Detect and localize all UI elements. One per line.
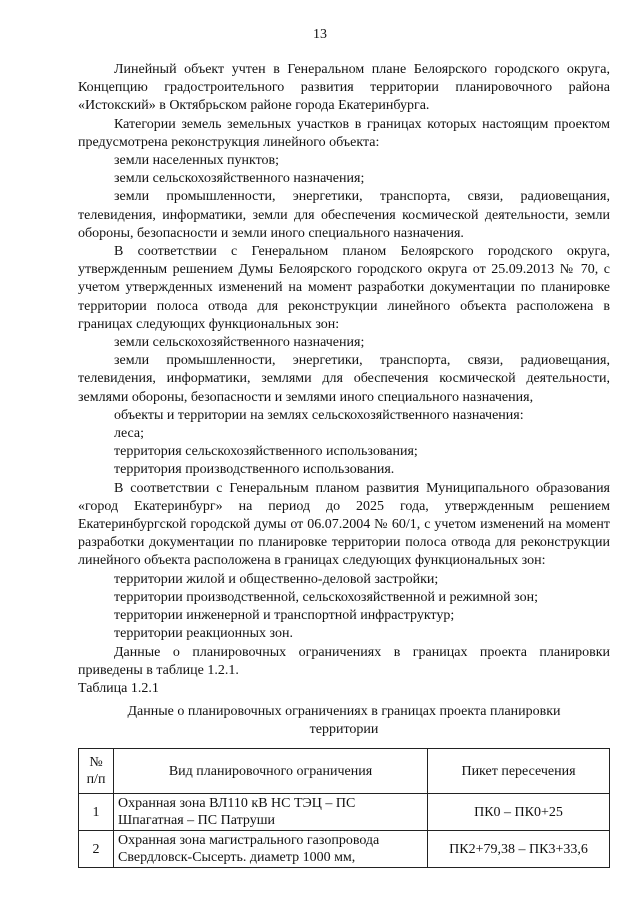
row-picket: ПК2+79,38 – ПК3+33,6 (428, 831, 610, 868)
header-num: № п/п (79, 749, 114, 794)
header-picket: Пикет пересечения (428, 749, 610, 794)
paragraph: земли промышленности, энергетики, транспорта, связи, радиовещания, телевидения, информатики, земли для обеспечения космической деятельности, земли обороны, безопасности и земли иного специального назначения. (78, 189, 610, 241)
header-kind: Вид планировочного ограничения (114, 749, 428, 794)
paragraph: В соответствии с Генеральным планом развития Муниципального образования «город Екатеринбург» на период до 2025 года, утвержденным решением Екатеринбургской городской думы от 06.07.2004 № 60/1, с учетом изменений на момент разработки документации по планировке территории полоса отвода для реконструкции линейного объекта расположена в границах следующих функциональных зон: (78, 480, 610, 569)
row-kind: Охранная зона магистрального газопровода Свердловск-Сысерть. диаметр 1000 мм, (114, 831, 428, 868)
paragraph: территория производственного использования. (114, 462, 395, 478)
paragraph: территории реакционных зон. (114, 626, 293, 642)
table-row (79, 831, 610, 868)
paragraph-list (78, 61, 610, 680)
row-picket: ПК0 – ПК0+25 (428, 794, 610, 831)
paragraph: Данные о планировочных ограничениях в границах проекта планировки приведены в таблице 1.2.1. (78, 644, 610, 678)
paragraph: Линейный объект учтен в Генеральном плане Белоярского городского округа, Концепцию градостроительного развития территории планировочного района «Истокский» в Октябрьском районе города Екатеринбурга. (78, 62, 610, 114)
table-caption: Таблица 1.2.1 (78, 680, 159, 696)
paragraph: земли сельскохозяйственного назначения; (114, 171, 365, 187)
paragraph: земли сельскохозяйственного назначения; (114, 335, 365, 351)
paragraph: земли промышленности, энергетики, транспорта, связи, радиовещания, телевидения, информатики, землями для обеспечения космической деятельности, землями обороны, безопасности и землями иного специального назначения, (78, 353, 610, 405)
table-row (79, 794, 610, 831)
paragraph: В соответствии с Генеральном планом Белоярского городского округа, утвержденным решением Думы Белоярского городского округа от 25.09.2013 № 70, с учетом утвержденных изменений на момент разработки документации по планировке территории полоса отвода для реконструкции линейного объекта расположена в границах следующих функциональных зон: (78, 244, 610, 332)
paragraph: территория сельскохозяйственного использования; (114, 444, 418, 460)
paragraph: территории производственной, сельскохозяйственной и режимной зон; (114, 589, 538, 605)
row-kind: Охранная зона ВЛ110 кВ НС ТЭЦ – ПС Шпагатная – ПС Патруши (114, 794, 428, 831)
restrictions-table (78, 748, 610, 868)
document-body (78, 61, 610, 868)
paragraph: Категории земель земельных участков в границах которых настоящим проектом предусмотрена реконструкция линейного объекта: (78, 116, 610, 150)
table-title: Данные о планировочных ограничениях в границах проекта планировки территории (127, 704, 561, 738)
paragraph: леса; (114, 426, 145, 442)
row-num: 2 (79, 831, 114, 868)
page-number: 13 (313, 27, 327, 42)
paragraph: территории инженерной и транспортной инфраструктур; (114, 608, 455, 624)
paragraph: территории жилой и общественно-деловой застройки; (114, 571, 439, 587)
row-num: 1 (79, 794, 114, 831)
table-header-row (79, 749, 610, 794)
paragraph: земли населенных пунктов; (114, 153, 280, 169)
paragraph: объекты и территории на землях сельскохозяйственного назначения: (114, 407, 524, 423)
